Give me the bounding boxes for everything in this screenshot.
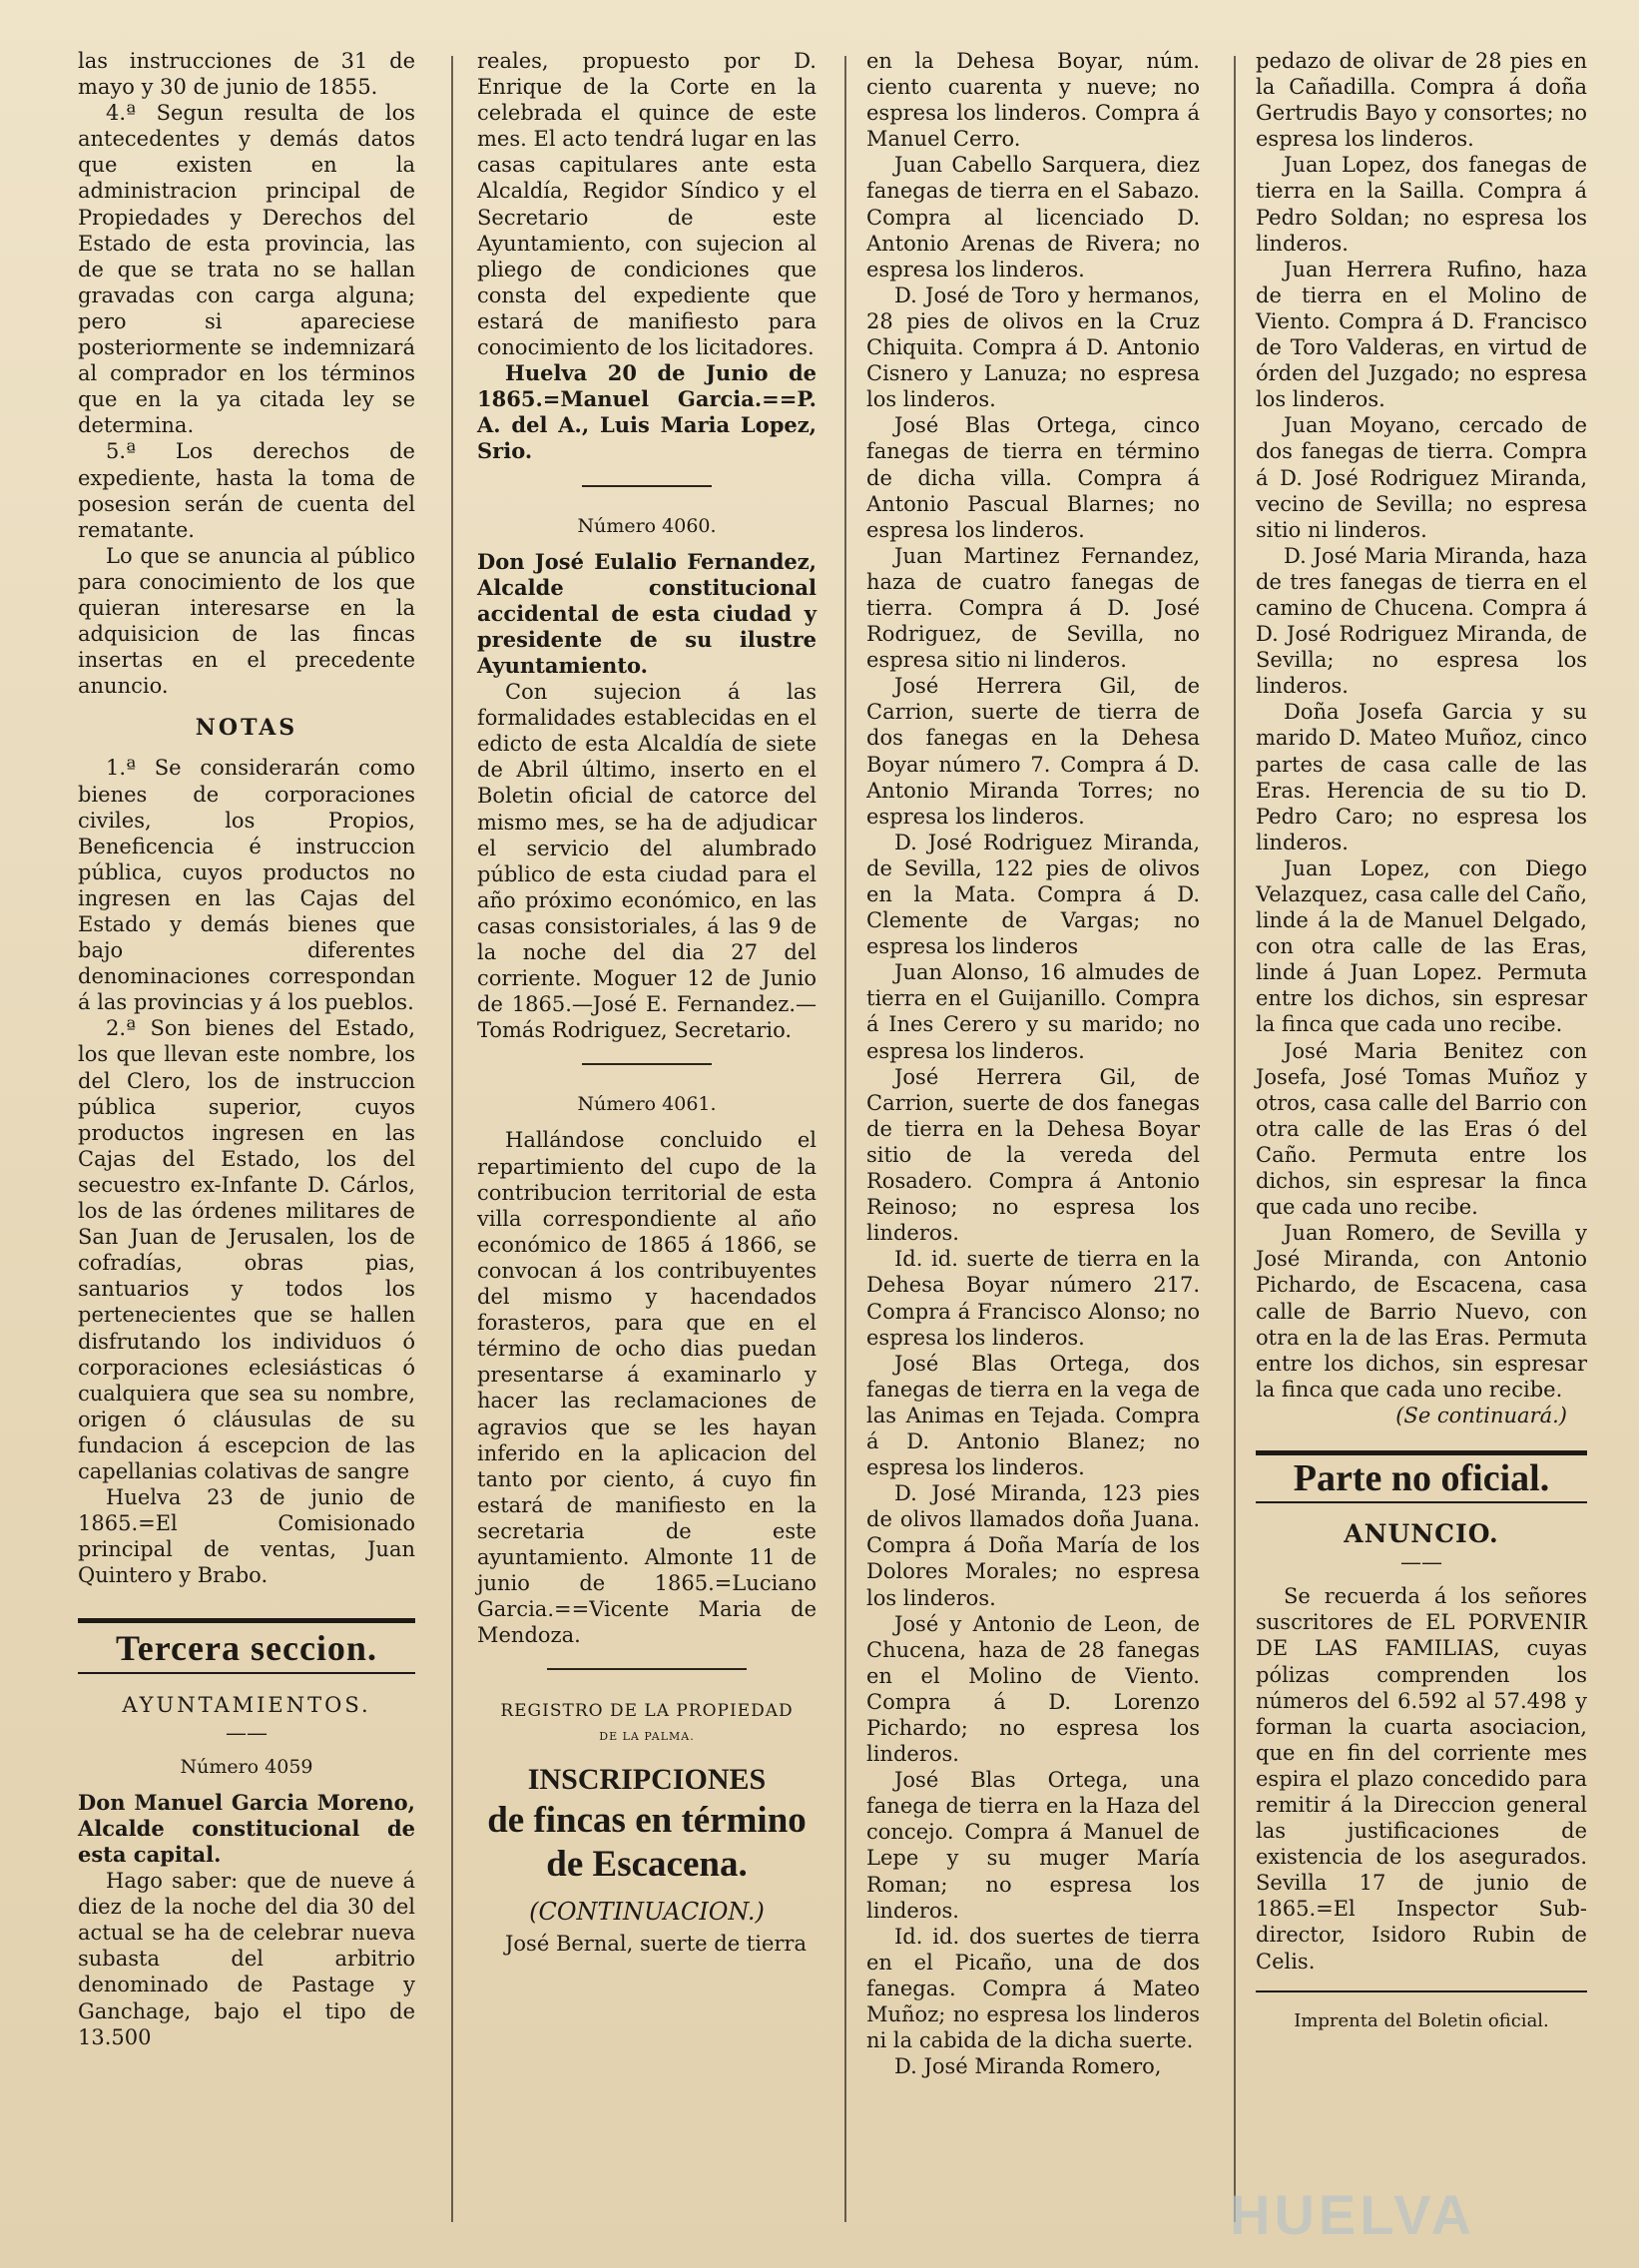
entry-paragraph: D. José Maria Miranda, haza de tres fanegas de tierra en el camino de Chucena. Compra á D. José Rodriguez Miranda, de Sevilla; no espresa los linderos.: [1256, 543, 1587, 699]
entries: [1256, 48, 1587, 1403]
signature: Huelva 23 de junio de 1865.=El Comisionado principal de ventas, Juan Quintero y Brabo.: [78, 1485, 415, 1588]
section-rule: [78, 1618, 415, 1623]
entry-paragraph: Juan Alonso, 16 almudes de tierra en el Guijanillo. Compra á Ines Cerero y su marido; no espresa los linderos.: [866, 960, 1200, 1063]
entry-paragraph: José Maria Benitez con Josefa, José Tomas Muñoz y otros, casa calle del Barrio con otra calle de las Eras ó del Caño. Permuta entre los dichos, sin espresar la finca que cada uno recibe.: [1256, 1038, 1587, 1220]
divider: [582, 1063, 712, 1065]
watermark-seal: HUELVA: [1230, 2183, 1475, 2246]
registry-heading: REGISTRO DE LA PROPIEDAD: [500, 1701, 794, 1722]
entry-paragraph: pedazo de olivar de 28 pies en la Cañadilla. Compra á doña Gertrudis Bayo y consortes; no espresa los linderos.: [1256, 49, 1587, 152]
entry-paragraph: José Herrera Gil, de Carrion, suerte de tierra de dos fanegas en la Dehesa Boyar número 7. Compra á D. Antonio Miranda Torres; no espresa los linderos.: [866, 674, 1200, 829]
column-divider: [1234, 56, 1236, 2222]
entry-paragraph: D. José Rodriguez Miranda, de Sevilla, 122 pies de olivos en la Mata. Compra á D. Clemente de Vargas; no espresa los linderos: [866, 830, 1200, 959]
inscripciones-title: INSCRIPCIONES: [527, 1762, 767, 1796]
number-heading: Número 4060.: [577, 514, 717, 537]
paragraph: 4.ª Segun resulta de los antecedentes y demás datos que existen en la administracion principal de Propiedades y Derechos del Estado de esta provincia, las de que se trata no se hallan gravadas con carga alguna; pero si apareciese posteriormente se indemnizará al comprador en los términos que en la ya citada ley se determina.: [78, 101, 415, 438]
entry-paragraph: en la Dehesa Boyar, núm. ciento cuarenta y nueve; no espresa los linderos. Compra á Manuel Cerro.: [866, 49, 1200, 152]
entry-paragraph: Juan Moyano, cercado de dos fanegas de tierra. Compra á D. José Rodriguez Miranda, vecino de Sevilla; no espresa sitio ni linderos.: [1256, 413, 1587, 542]
paragraph: Hallándose concluido el repartimiento del cupo de la contribucion territorial de esta villa correspondiente al año económico de 1865 á 1866, se convocan á los contribuyentes del mismo y hacendados forasteros, para que en el término de ocho dias puedan presentarse á examinarlo y hacer las reclamaciones de agravios que se les hayan inferido en la aplicacion del tanto por ciento, á cuyo fin estará de manifiesto en la secretaria de este ayuntamiento. Almonte 11 de junio de 1865.=Luciano Garcia.==Vicente Maria de Mendoza.: [477, 1128, 817, 1648]
continuation-note: (Se continuará.): [1395, 1403, 1567, 1427]
column-divider: [451, 56, 453, 2222]
paragraph: Hago saber: que de nueve á diez de la noche del dia 30 del actual se ha de celebrar nueva subasta del arbitrio denominado de Pastage y Ganchage, bajo el tipo de 13.500: [78, 1869, 415, 2049]
number-heading: Número 4061.: [577, 1093, 717, 1116]
entry-paragraph: D. José Miranda, 123 pies de olivos llamados doña Juana. Compra á Doña María de los Dolores Morales; no espresa los linderos.: [866, 1481, 1200, 1610]
paragraph: Lo que se anuncia al público para conocimiento de los que quieran interesarse en la adquisicion de las fincas insertas en el precedente anuncio.: [78, 543, 415, 699]
notice-header: Don Manuel Garcia Moreno, Alcalde constitucional de esta capital.: [78, 1789, 415, 1867]
paragraph: reales, propuesto por D. Enrique de la Corte en la celebrada el quince de este mes. El acto tendrá lugar en las casas capitulares ante esta Alcaldía, Regidor Síndico y el Secretario de este Ayuntamiento, con sujecion al pliego de condiciones que consta del expediente que estará de manifiesto para conocimiento de los licitadores.: [477, 49, 817, 360]
continuation-label: (CONTINUACION.): [529, 1897, 765, 1926]
entry-paragraph: Doña Josefa Garcia y su marido D. Mateo Muñoz, cinco partes de casa calle de las Eras. Herencia de su tio D. Pedro Caro; no espresa los linderos.: [1256, 700, 1587, 854]
divider: ——: [226, 1720, 268, 1745]
entry-paragraph: José Blas Ortega, dos fanegas de tierra en la vega de las Animas en Tejada. Compra á D. Antonio Blanez; no espresa los linderos.: [866, 1351, 1200, 1480]
entry-paragraph: Juan Cabello Sarquera, diez fanegas de tierra en el Sabazo. Compra al licenciado D. Antonio Arenas de Rivera; no espresa los linderos.: [866, 153, 1200, 282]
entry-paragraph: Juan Romero, de Sevilla y José Miranda, con Antonio Pichardo, de Escacena, casa calle de Barrio Nuevo, con otra en la de las Eras. Permuta entre los dichos, sin espresar la finca que cada uno recibe.: [1256, 1221, 1587, 1402]
section-rule: [78, 1672, 415, 1674]
paragraph: 5.ª Los derechos de expediente, hasta la toma de posesion serán de cuenta del rematante.: [78, 439, 415, 542]
number-heading: Número 4059: [180, 1755, 313, 1778]
notas-heading: NOTAS: [195, 715, 298, 742]
entry-paragraph: Juan Lopez, con Diego Velazquez, casa calle del Caño, linde á la de Manuel Delgado, con otra calle de las Eras, linde á Juan Lopez. Permuta entre los dichos, sin espresar la finca que cada uno recibe.: [1256, 855, 1587, 1037]
column-divider: [844, 56, 846, 2222]
imprenta-line: Imprenta del Boletin oficial.: [1294, 2009, 1549, 2031]
entry-paragraph: José Blas Ortega, una fanega de tierra en la Haza del concejo. Compra á Manuel de Lepe y su muger María Roman; no espresa los linderos.: [866, 1768, 1200, 1923]
column-2: [477, 48, 817, 1957]
paragraph: Con sujecion á las formalidades establecidas en el edicto de esta Alcaldía de siete de Abril último, inserto en el Boletin oficial de catorce del mismo mes, se ha de adjudicar el servicio del alumbrado público de esta ciudad para el año próximo económico, en las casas consistoriales, á las 9 de la noche del dia 27 del corriente. Moguer 12 de Junio de 1865.—José E. Fernandez.—Tomás Rodriguez, Secretario.: [477, 680, 817, 1043]
note-1: 1.ª Se considerarán como bienes de corporaciones civiles, los Propios, Beneficencia é instruccion pública, cuyos productos no ingresen en las Cajas del Estado y demás bienes que bajo diferentes denominaciones correspondan á las provincias y á los pueblos.: [78, 756, 415, 1015]
divider: ——: [1400, 1550, 1442, 1575]
entry-paragraph: Id. id. suerte de tierra en la Dehesa Boyar número 217. Compra á Francisco Alonso; no espresa los linderos.: [866, 1247, 1200, 1350]
registry-subheading: DE LA PALMA.: [599, 1730, 695, 1744]
divider: [547, 1668, 747, 1670]
column-4: [1256, 48, 1587, 2034]
ayuntamientos-heading: AYUNTAMIENTOS.: [122, 1692, 371, 1717]
entry-paragraph: Juan Lopez, dos fanegas de tierra en la Sailla. Compra á Pedro Soldan; no espresa los linderos.: [1256, 153, 1587, 256]
parte-no-oficial-title: Parte no oficial.: [1293, 1456, 1550, 1499]
entry-paragraph: D. José de Toro y hermanos, 28 pies de olivos en la Cruz Chiquita. Compra á D. Antonio Cisnero y Lanuza; no espresa los linderos.: [866, 283, 1200, 412]
anuncio-text: Se recuerda á los señores suscritores de EL PORVENIR DE LAS FAMILIAS, cuyas pólizas comprenden los números del 6.592 al 57.498 y forman la cuarta asociacion, que en fin del corriente mes espira el plazo concedido para remitir á la Direccion general las justificaciones de existencia de los asegurados. Sevilla 17 de junio de 1865.=El Inspector Sub-director, Isidoro Rubin de Celis.: [1256, 1584, 1587, 1974]
column-3: [866, 48, 1200, 2079]
entry-paragraph: José y Antonio de Leon, de Chucena, haza de 28 fanegas en el Molino de Viento. Compra á D. Lorenzo Pichardo; no espresa los linderos.: [866, 1611, 1200, 1767]
divider: [1256, 1990, 1587, 1992]
section-rule: [1256, 1450, 1587, 1455]
entry-paragraph: Juan Martinez Fernandez, haza de cuatro fanegas de tierra. Compra á D. José Rodriguez, de Sevilla, no espresa sitio ni linderos.: [866, 543, 1200, 673]
anuncio-heading: ANUNCIO.: [1344, 1519, 1499, 1549]
note-2: 2.ª Son bienes del Estado, los que llevan este nombre, los del Clero, los de instruccion pública superior, cuyos productos ingresen en las Cajas del Estado, los del secuestro ex-Infante D. Cárlos, los de las órdenes militares de San Juan de Jerusalen, los de cofradías, obras pias, santuarios y todos los pertenecientes que se hallen disfrutando los individuos ó corporaciones eclesiásticas ó cualquiera que sea su nombre, origen ó cláusulas de su fundacion á escepcion de las capellanias colativas de sangre: [78, 1016, 415, 1483]
paragraph: José Bernal, suerte de tierra: [505, 1931, 807, 1956]
entry-paragraph: José Herrera Gil, de Carrion, suerte de dos fanegas de tierra en la Dehesa Boyar sitio de la vereda del Rosadero. Compra á Antonio Reinoso; no espresa los linderos.: [866, 1064, 1200, 1246]
paragraph: las instrucciones de 31 de mayo y 30 de junio de 1855.: [78, 49, 415, 100]
signature: Huelva 20 de Junio de 1865.=Manuel Garcia.==P. A. del A., Luis Maria Lopez, Srio.: [477, 360, 817, 464]
section-title: Tercera seccion.: [116, 1628, 377, 1669]
notice-header: Don José Eulalio Fernandez, Alcalde constitucional accidental de esta ciudad y presidente de su ilustre Ayuntamiento.: [477, 548, 817, 678]
entry-paragraph: Id. id. dos suertes de tierra en el Picaño, una de dos fanegas. Compra á Mateo Muñoz; no espresa los linderos ni la cabida de la dicha suerte.: [866, 1924, 1200, 2053]
divider: [582, 485, 712, 487]
entry-paragraph: D. José Miranda Romero,: [894, 2054, 1162, 2079]
section-rule: [1256, 1501, 1587, 1503]
entry-paragraph: José Blas Ortega, cinco fanegas de tierra en término de dicha villa. Compra á Antonio Pascual Blarnes; no espresa los linderos.: [866, 413, 1200, 542]
fincas-title: de fincas en término de Escacena.: [487, 1799, 807, 1885]
column-1: [78, 48, 415, 2050]
entry-paragraph: Juan Herrera Rufino, haza de tierra en el Molino de Viento. Compra á D. Francisco de Toro Valderas, en virtud de órden del Juzgado; no espresa los linderos.: [1256, 257, 1587, 412]
